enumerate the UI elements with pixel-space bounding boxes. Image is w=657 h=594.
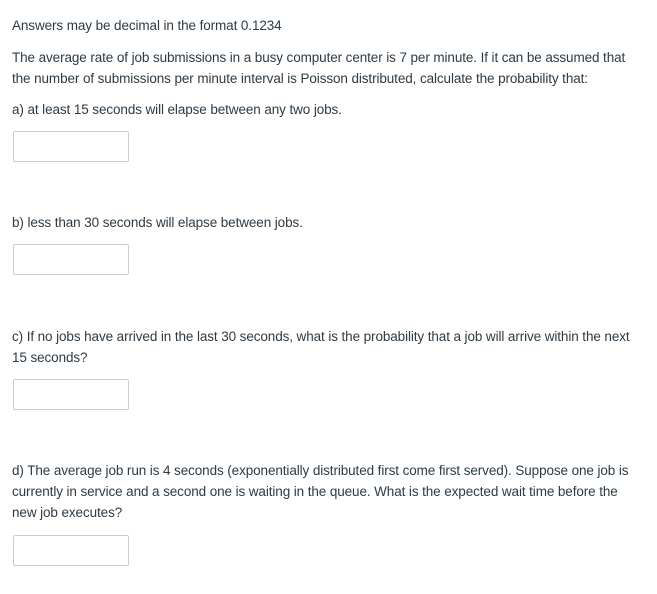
problem-statement: The average rate of job submissions in a busy computer center is 7 per minute. If it can be assumed that the number of submissions per minute interval is Poisson distributed, calculate the probability that: [12,50,626,86]
answer-d-input[interactable] [13,535,129,566]
answer-c-input[interactable] [13,379,129,410]
format-instructions: Answers may be decimal in the format 0.1234 [12,18,282,33]
answer-b-input[interactable] [13,244,129,275]
question-b-text: b) less than 30 seconds will elapse between jobs. [12,215,303,230]
question-a-text: a) at least 15 seconds will elapse between any two jobs. [12,102,342,117]
answer-a-input[interactable] [13,131,129,162]
question-c-text: c) If no jobs have arrived in the last 30 seconds, what is the probability that a job will arrive within the next 15 seconds? [12,329,630,365]
question-d-text: d) The average job run is 4 seconds (exponentially distributed first come first served). Suppose one job is currently in service and a second one is waiting in the queue. What is the expected wait time before the new job executes? [12,463,629,520]
